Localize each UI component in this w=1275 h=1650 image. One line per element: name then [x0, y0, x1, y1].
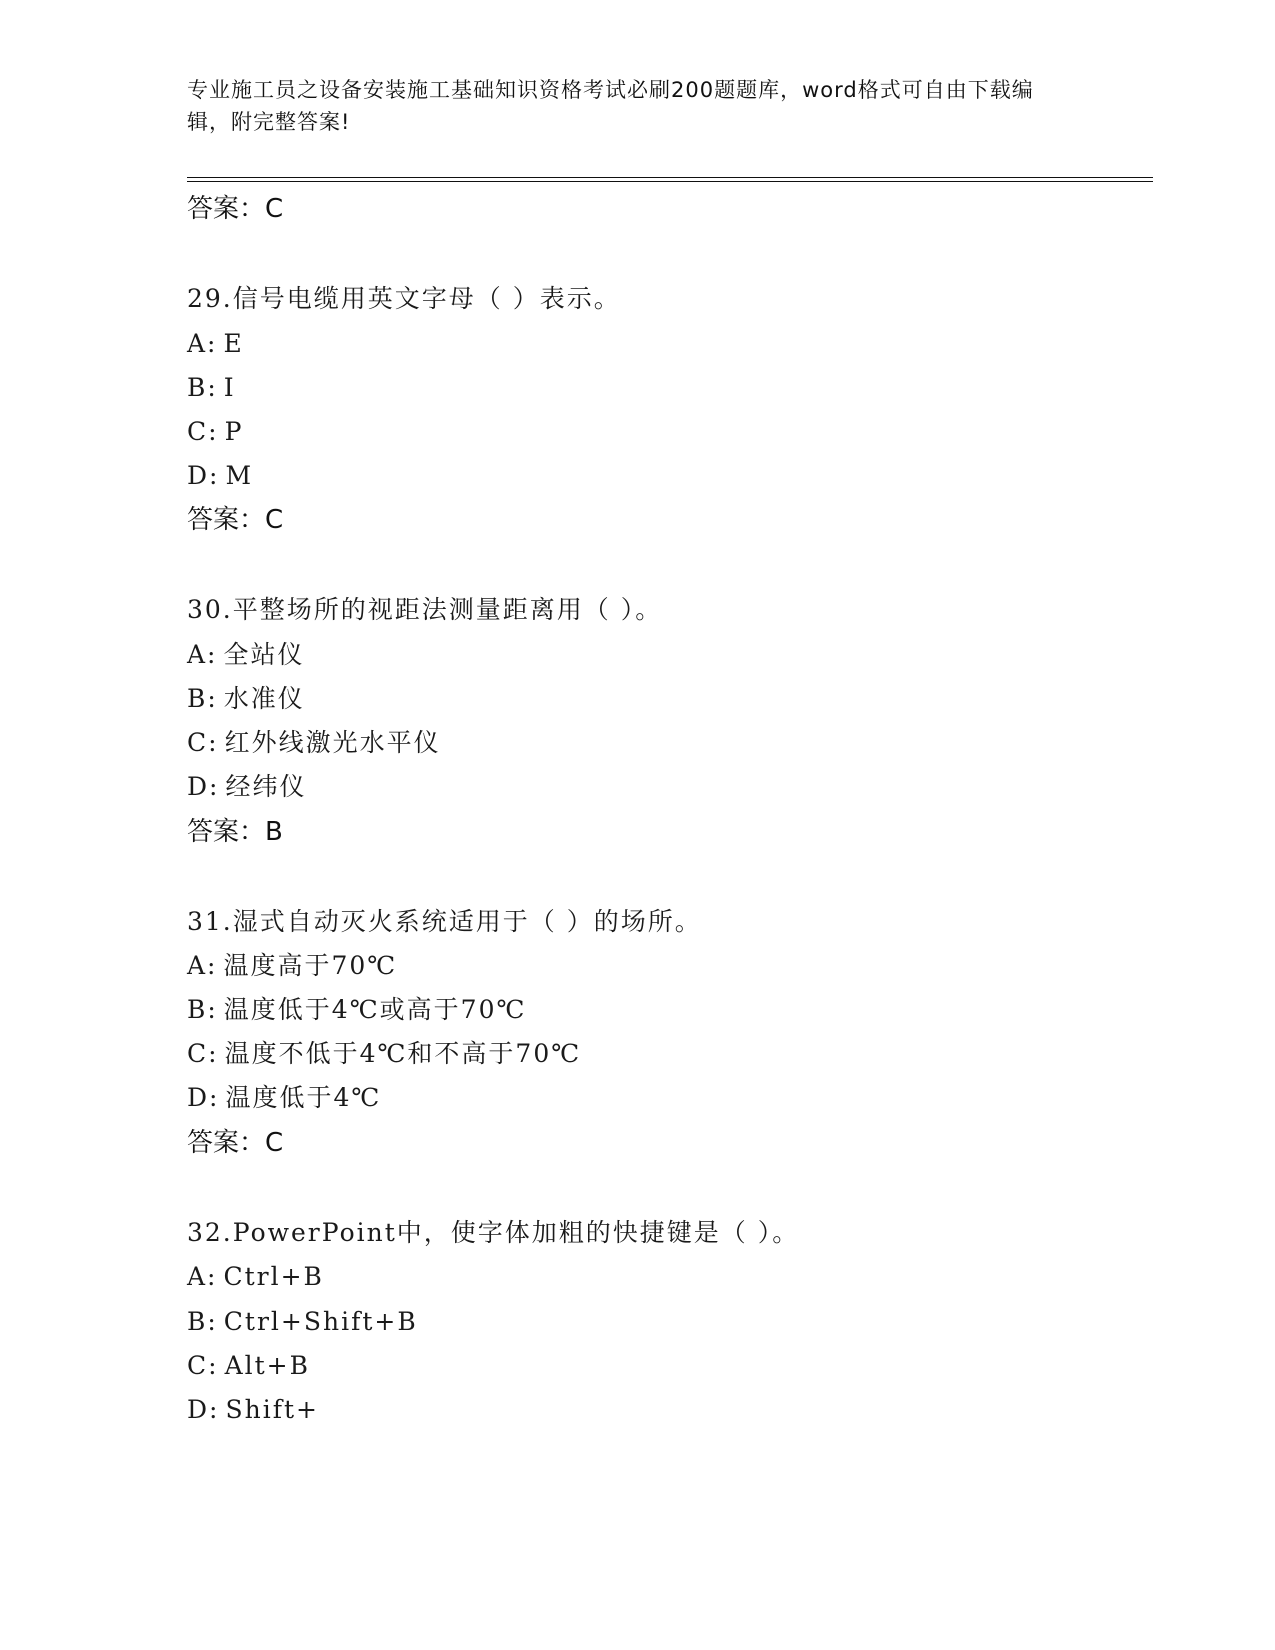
- option-a: [187, 1260, 324, 1294]
- option-b: [187, 1305, 418, 1339]
- option-b: [187, 682, 305, 716]
- option-d: [187, 459, 253, 493]
- option-text: 水准仪: [223, 684, 305, 713]
- option-text: 全站仪: [223, 640, 305, 669]
- option-text: 经纬仪: [225, 772, 307, 801]
- option-letter: C:: [187, 417, 219, 446]
- option-letter: B:: [187, 1307, 218, 1336]
- option-letter: A:: [187, 640, 218, 669]
- document-header-title: 专业施工员之设备安装施工基础知识资格考试必刷200题题库，word格式可自由下载编辑，附完整答案!: [187, 78, 1034, 134]
- answer-line: 答案：C: [187, 1128, 284, 1158]
- question-stem: 31.湿式自动灭火系统适用于（ ）的场所。: [187, 907, 702, 936]
- option-text: Ctrl+Shift+B: [223, 1307, 418, 1336]
- option-d: [187, 1081, 381, 1115]
- option-c: [187, 1037, 581, 1071]
- option-c: [187, 1349, 310, 1383]
- answer-line: 答案：C: [187, 505, 284, 535]
- option-letter: D:: [187, 1083, 220, 1112]
- option-letter: A:: [187, 1262, 218, 1291]
- answer-line: 答案：C: [187, 194, 284, 224]
- option-b: [187, 993, 526, 1027]
- option-b: [187, 371, 236, 405]
- option-a: [187, 327, 244, 361]
- question-stem: 29.信号电缆用英文字母（ ）表示。: [187, 284, 621, 313]
- header-divider: [187, 177, 1153, 182]
- question-stem: 32.PowerPoint中，使字体加粗的快捷键是（ ）。: [187, 1218, 800, 1247]
- option-letter: D:: [187, 1395, 220, 1424]
- option-letter: C:: [187, 1039, 219, 1068]
- option-c: [187, 726, 441, 760]
- option-letter: B:: [187, 684, 218, 713]
- option-d: [187, 770, 306, 804]
- option-letter: A:: [187, 329, 218, 358]
- option-c: [187, 415, 243, 449]
- option-a: [187, 638, 305, 672]
- question-stem: 30.平整场所的视距法测量距离用（ ）。: [187, 595, 663, 624]
- option-text: E: [223, 329, 244, 358]
- option-letter: D:: [187, 772, 220, 801]
- option-letter: B:: [187, 373, 218, 402]
- option-text: P: [224, 417, 244, 446]
- option-text: Ctrl+B: [223, 1262, 324, 1291]
- option-letter: D:: [187, 461, 220, 490]
- option-text: 温度低于4℃或高于70℃: [223, 995, 527, 1024]
- option-letter: A:: [187, 951, 218, 980]
- option-text: 温度低于4℃: [225, 1083, 382, 1112]
- option-text: M: [225, 461, 254, 490]
- option-text: Shift+: [225, 1395, 319, 1424]
- option-d: [187, 1393, 319, 1427]
- option-letter: C:: [187, 1351, 219, 1380]
- option-a: [187, 949, 397, 983]
- answer-line: 答案：B: [187, 817, 283, 847]
- option-text: I: [223, 373, 236, 402]
- option-text: 温度高于70℃: [223, 951, 398, 980]
- option-text: 温度不低于4℃和不高于70℃: [224, 1039, 582, 1068]
- option-text: Alt+B: [224, 1351, 310, 1380]
- option-text: 红外线激光水平仪: [224, 728, 441, 757]
- option-letter: C:: [187, 728, 219, 757]
- option-letter: B:: [187, 995, 218, 1024]
